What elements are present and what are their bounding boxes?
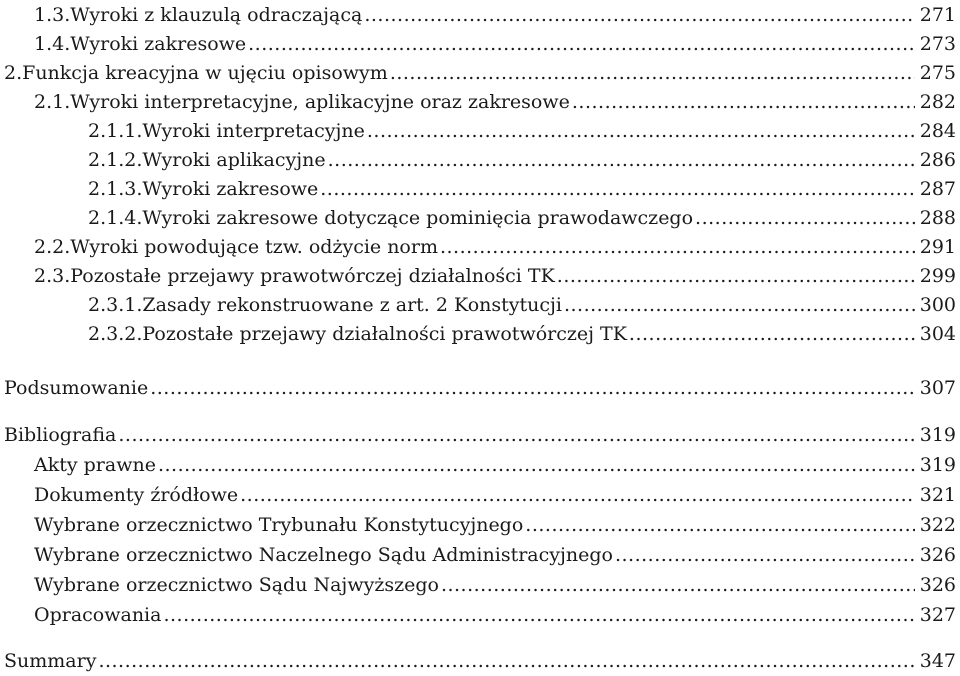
toc-leader-dots — [525, 510, 915, 540]
toc-entry-title: Opracowania — [34, 604, 162, 626]
toc-entry-title: Wyroki zakresowe — [70, 33, 247, 55]
toc-entry — [0, 261, 956, 291]
toc-leader-dots — [118, 420, 915, 450]
toc-entry-page: 307 — [919, 377, 956, 399]
toc-entry-title: Dokumenty źródłowe — [34, 484, 239, 506]
toc-leader-dots — [240, 480, 915, 510]
toc-entry — [0, 174, 956, 204]
toc-entry-number: 1.4. — [34, 33, 71, 55]
toc-leader-dots — [564, 290, 915, 320]
toc-entry — [0, 450, 956, 480]
toc-leader-dots — [441, 570, 915, 600]
toc-entry-page: 291 — [919, 236, 956, 258]
toc-entry — [0, 58, 956, 88]
toc-entry-title: Podsumowanie — [4, 377, 149, 399]
toc-entry-page: 321 — [919, 484, 956, 506]
toc-entry-number: 2.1.4. — [88, 207, 143, 229]
toc-entry — [0, 600, 956, 630]
toc-entry-number: 1.3. — [34, 4, 71, 26]
toc-entry-number: 2.2. — [34, 236, 71, 258]
toc-leader-dots — [320, 174, 915, 204]
toc-leader-dots — [557, 261, 915, 291]
toc-entry-title: Wybrane orzecznictwo Naczelnego Sądu Administracyjnego — [34, 544, 613, 566]
toc-entry — [0, 510, 956, 540]
toc-entry-title: Wyroki zakresowe — [142, 178, 319, 200]
toc-entry — [0, 203, 956, 233]
toc-entry-title: Funkcja kreacyjna w ujęciu opisowym — [22, 62, 388, 84]
toc-entry-title: Wyroki z klauzulą odraczającą — [70, 4, 363, 26]
toc-leader-dots — [390, 58, 915, 88]
toc-entry-page: 287 — [919, 178, 956, 200]
toc-entry-title: Bibliografia — [4, 424, 117, 446]
toc-entry — [0, 290, 956, 320]
toc-leader-dots — [248, 29, 915, 59]
toc-entry-title: Wybrane orzecznictwo Trybunału Konstytucyjnego — [34, 514, 524, 536]
toc-entry-page: 300 — [919, 294, 956, 316]
toc-entry-title: Wybrane orzecznictwo Sądu Najwyższego — [34, 574, 439, 596]
toc-leader-dots — [367, 116, 915, 146]
toc-leader-dots — [615, 540, 915, 570]
toc-entry — [0, 87, 956, 117]
toc-entry — [0, 116, 956, 146]
toc-entry-page: 288 — [919, 207, 956, 229]
toc-entry — [0, 480, 956, 510]
toc-entry — [0, 319, 956, 349]
toc-entry-page: 299 — [919, 265, 956, 287]
toc-leader-dots — [328, 145, 915, 175]
toc-entry-number: 2.1. — [34, 91, 71, 113]
toc-entry-page: 326 — [919, 544, 956, 566]
toc-entry-title: Akty prawne — [34, 454, 156, 476]
toc-entry — [0, 0, 956, 30]
toc-entry — [0, 570, 956, 600]
toc-entry-page: 271 — [919, 4, 956, 26]
toc-entry-title: Wyroki interpretacyjne, aplikacyjne oraz zakresowe — [70, 91, 570, 113]
toc-entry-page: 275 — [919, 62, 956, 84]
toc-leader-dots — [364, 0, 915, 30]
toc-entry-page: 304 — [919, 323, 956, 345]
toc-entry-title: Wyroki interpretacyjne — [142, 120, 365, 142]
toc-entry-page: 319 — [919, 424, 956, 446]
toc-entry-title: Pozostałe przejawy działalności prawotwórczej TK — [142, 323, 627, 345]
toc-entry-title: Pozostałe przejawy prawotwórczej działalności TK — [70, 265, 555, 287]
toc-entry — [0, 29, 956, 59]
toc-entry-page: 322 — [919, 514, 956, 536]
toc-leader-dots — [629, 319, 915, 349]
toc-entry — [0, 145, 956, 175]
toc-entry-title: Wyroki aplikacyjne — [142, 149, 326, 171]
toc-entry-page: 284 — [919, 120, 956, 142]
toc-leader-dots — [98, 646, 915, 676]
toc-entry — [0, 420, 956, 450]
toc-entry-number: 2.3.2. — [88, 323, 143, 345]
toc-entry-page: 347 — [919, 650, 956, 672]
toc-leader-dots — [572, 87, 915, 117]
toc-entry-number: 2.1.2. — [88, 149, 143, 171]
toc-entry-number: 2. — [4, 62, 23, 84]
toc-entry-title: Zasady rekonstruowane z art. 2 Konstytucji — [142, 294, 562, 316]
toc-entry-number: 2.3. — [34, 265, 71, 287]
toc-entry-page: 319 — [919, 454, 956, 476]
toc-leader-dots — [150, 373, 915, 403]
toc-entry — [0, 232, 956, 262]
toc-entry — [0, 540, 956, 570]
toc-leader-dots — [440, 232, 915, 262]
toc-entry-page: 273 — [919, 33, 956, 55]
toc-entry-title: Summary — [4, 650, 97, 672]
toc-entry-page: 286 — [919, 149, 956, 171]
toc-entry — [0, 646, 956, 676]
toc-entry — [0, 373, 956, 403]
toc-entry-title: Wyroki powodujące tzw. odżycie norm — [70, 236, 438, 258]
toc-leader-dots — [158, 450, 915, 480]
toc-entry-number: 2.1.3. — [88, 178, 143, 200]
toc-entry-page: 327 — [919, 604, 956, 626]
toc-entry-title: Wyroki zakresowe dotyczące pominięcia prawodawczego — [142, 207, 694, 229]
toc-leader-dots — [163, 600, 915, 630]
toc-entry-number: 2.3.1. — [88, 294, 143, 316]
toc-entry-page: 282 — [919, 91, 956, 113]
toc-entry-number: 2.1.1. — [88, 120, 143, 142]
toc-leader-dots — [695, 203, 915, 233]
toc-entry-page: 326 — [919, 574, 956, 596]
